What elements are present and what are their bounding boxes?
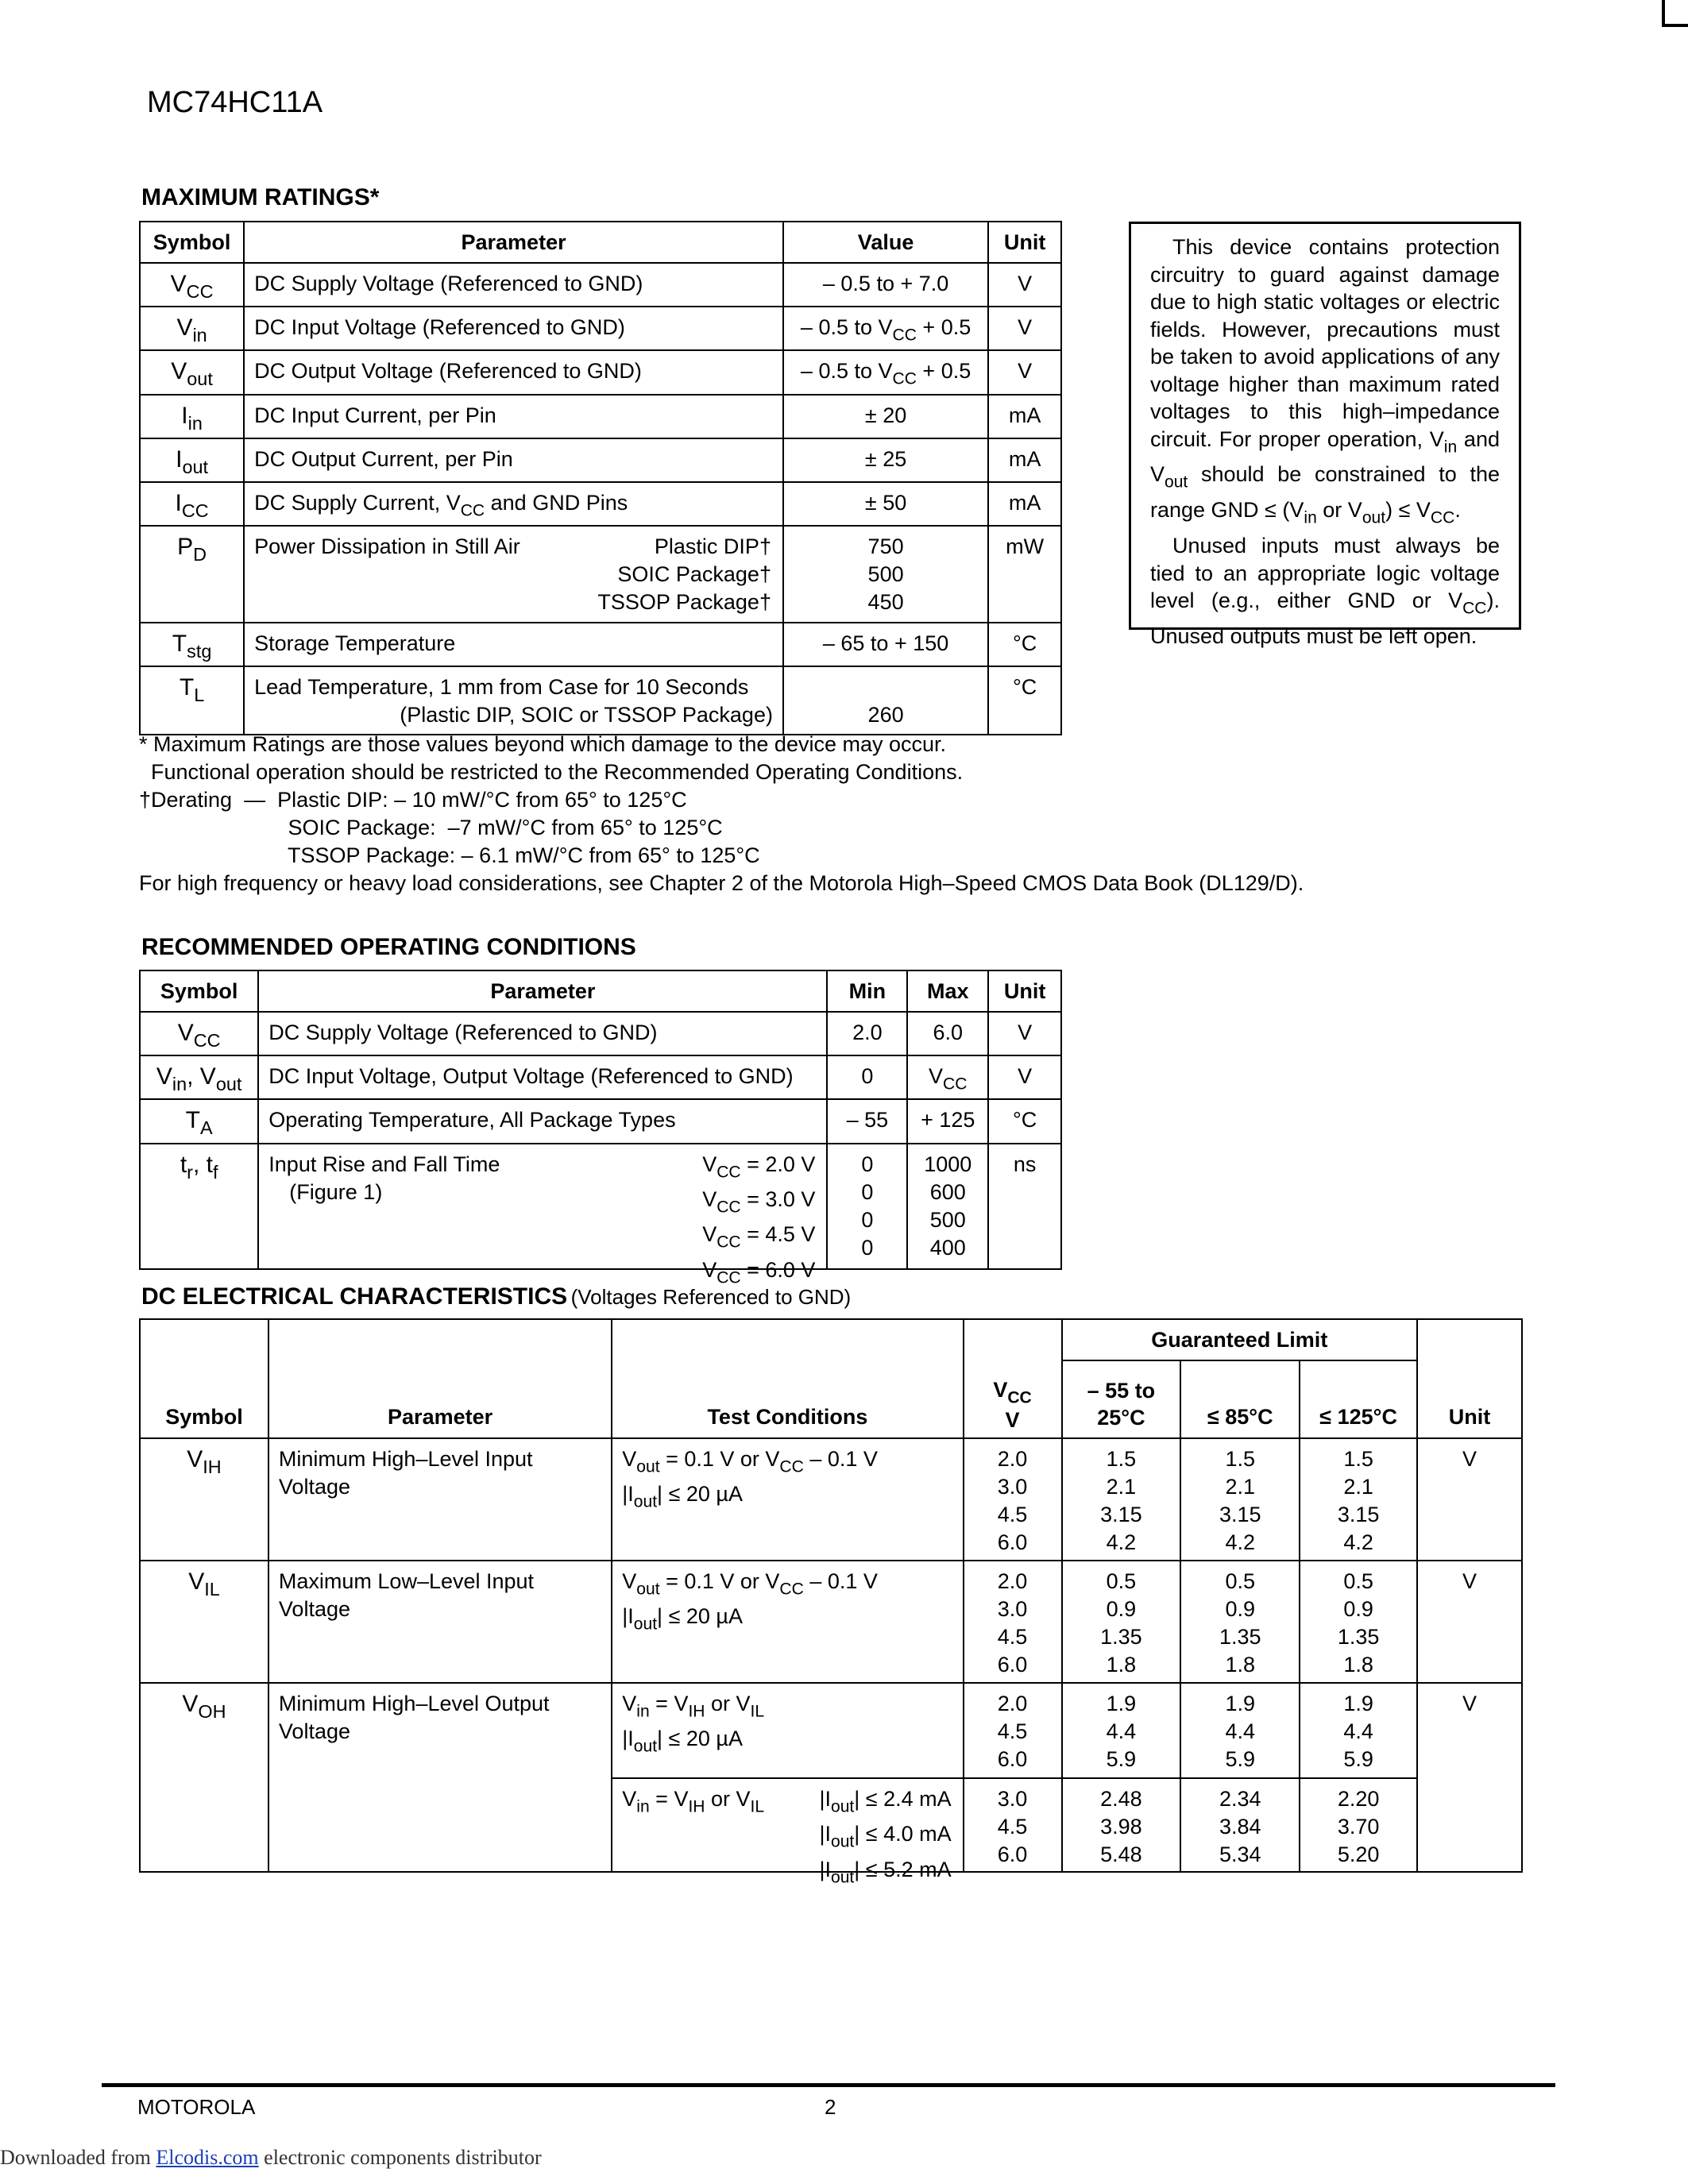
parameter-cell (244, 526, 783, 623)
conditions-cell (612, 1438, 963, 1561)
condition-line: $V_{CC} = 2.0$ V (702, 1152, 816, 1181)
parameter-cell: DC Supply Voltage (Referenced to GND) (258, 1012, 827, 1055)
symbol-cell: $T_L$ (140, 666, 244, 735)
dc-heading: DC ELECTRICAL CHARACTERISTICS (Voltages Referenced to GND) (141, 1283, 852, 1310)
vcc-conditions (702, 1151, 815, 1291)
note-line: TSSOP Package: – 6.1 mW/°C from 65° to 125°C (139, 843, 760, 867)
condition-line: $V_{in} = V_{IH}$ or $V_{IL}$ (622, 1787, 765, 1816)
unit-cell: mW (988, 526, 1061, 623)
symbol-cell: $T_A$ (140, 1099, 258, 1143)
parameter-text: (Figure 1) (289, 1179, 383, 1204)
min-cell: 2.0 (827, 1012, 907, 1055)
column-header: Unit (1417, 1319, 1522, 1438)
max-cell: $V_{CC}$ (907, 1055, 988, 1099)
condition-line: $V_{CC} = 4.5$ V (702, 1222, 816, 1252)
unit-cell: °C (988, 1099, 1061, 1143)
value-cell: – 0.5 to + 7.0 (783, 263, 988, 307)
unit-cell: mA (988, 482, 1061, 526)
condition-line: $V_{out} = 0.1$ V or $V_{CC} - 0.1$ V (622, 1447, 878, 1476)
column-header: Guaranteed Limit (1062, 1319, 1418, 1360)
parameter-cell (258, 1144, 827, 1287)
condition-line: $V_{in} = V_{IH}$ or $V_{IL}$ (622, 1692, 765, 1721)
column-header: ≤ 85°C (1180, 1360, 1300, 1438)
parameter-cell (244, 666, 783, 735)
page-title: MC74HC11A (147, 86, 323, 119)
symbol-cell: $V_{in}$, $V_{out}$ (140, 1055, 258, 1099)
table-row (140, 263, 1061, 307)
elcodis-link[interactable]: Elcodis.com (156, 2146, 259, 2169)
table-row (140, 666, 1061, 735)
symbol-cell: $V_{IH}$ (140, 1438, 268, 1561)
unit-cell: V (988, 1012, 1061, 1055)
table-header-row (140, 970, 1061, 1012)
limit-cell: 1.5 2.1 3.15 4.2 (1062, 1438, 1181, 1561)
limit-cell: 1.5 2.1 3.15 4.2 (1180, 1438, 1300, 1561)
crop-mark (1662, 0, 1665, 25)
table-row (140, 350, 1061, 394)
table-row (140, 438, 1061, 482)
note-line: Functional operation should be restricted to the Recommended Operating Conditions. (139, 760, 964, 784)
max-cell: 1000 600 500 400 (907, 1144, 988, 1269)
page-number: 2 (825, 2095, 836, 2119)
unit-cell: V (1417, 1683, 1522, 1872)
limit-cell: 1.5 2.1 3.15 4.2 (1300, 1438, 1417, 1561)
limit-cell: 2.48 3.98 5.48 (1062, 1778, 1181, 1872)
footer-rule (102, 2083, 1555, 2087)
footer-brand: MOTOROLA (137, 2095, 256, 2119)
value-line: 750 (867, 534, 904, 559)
min-cell: – 55 (827, 1099, 907, 1143)
symbol-cell: $t_r$, $t_f$ (140, 1144, 258, 1269)
symbol-cell: $T_{stg}$ (140, 623, 244, 666)
column-header: $V_{CC}$ V (964, 1319, 1062, 1438)
condition-line: $V_{CC} = 3.0$ V (702, 1187, 816, 1217)
info-paragraph: This device contains protection circuitry to guard against damage due to high static voltages or electric fields. However, precautions must be taken to avoid applications of any voltage higher than maximum rated voltages to this high–impedance circuit. For proper operation, $V_{in}$ and $V_{out}$ should be constrained to the range GND ≤ ($V_{in}$ or $V_{out}) \le V_{CC}$. (1150, 235, 1500, 527)
limit-cell: 2.34 3.84 5.34 (1180, 1778, 1300, 1872)
limit-cell: 0.5 0.9 1.35 1.8 (1062, 1561, 1181, 1683)
value-line: 500 (867, 562, 904, 587)
table-header-row (140, 222, 1061, 263)
symbol-cell: $V_{OH}$ (140, 1683, 268, 1872)
parameter-cell: DC Output Voltage (Referenced to GND) (244, 350, 783, 394)
unit-cell: mA (988, 438, 1061, 482)
column-header: Symbol (140, 970, 258, 1012)
table-row (140, 1144, 1061, 1269)
column-header: Value (783, 222, 988, 263)
unit-cell: mA (988, 395, 1061, 438)
table-row (140, 1055, 1061, 1099)
symbol-cell: $I_{out}$ (140, 438, 244, 482)
unit-cell: °C (988, 623, 1061, 666)
unit-cell: V (988, 350, 1061, 394)
unit-cell: V (988, 1055, 1061, 1099)
table-row (140, 395, 1061, 438)
value-line: 450 (867, 590, 904, 615)
table-row (140, 1438, 1522, 1561)
parameter-cell: DC Supply Voltage (Referenced to GND) (244, 263, 783, 307)
value-cell: ± 25 (783, 438, 988, 482)
limit-cell: 1.9 4.4 5.9 (1180, 1683, 1300, 1778)
column-header: Unit (988, 222, 1061, 263)
unit-cell: V (988, 263, 1061, 307)
iout-conditions (819, 1785, 951, 1891)
parameter-cell: DC Input Voltage, Output Voltage (Referenced to GND) (258, 1055, 827, 1099)
condition-line: $|I_{out}| \le 4.0$ mA (819, 1822, 952, 1851)
max-cell: 6.0 (907, 1012, 988, 1055)
conditions-cell (612, 1683, 963, 1778)
package-label: SOIC Package† (617, 562, 771, 587)
max-ratings-table (139, 221, 1062, 735)
symbol-cell: $V_{in}$ (140, 307, 244, 350)
note-line: * Maximum Ratings are those values beyond which damage to the device may occur. (139, 732, 947, 756)
max-cell: + 125 (907, 1099, 988, 1143)
table-row (140, 1683, 1522, 1778)
value-cell: – 65 to + 150 (783, 623, 988, 666)
parameter-cell: Storage Temperature (244, 623, 783, 666)
protection-info-box (1129, 222, 1521, 648)
table-row (140, 482, 1061, 526)
parameter-cell: DC Input Current, per Pin (244, 395, 783, 438)
limit-cell: 2.20 3.70 5.20 (1300, 1778, 1417, 1872)
symbol-cell: $V_{CC}$ (140, 263, 244, 307)
table-row (140, 1012, 1061, 1055)
vcc-cell: 2.0 3.0 4.5 6.0 (964, 1561, 1062, 1683)
ratings-notes (139, 731, 1304, 897)
parameter-text: Lead Temperature, 1 mm from Case for 10 Seconds (254, 675, 749, 700)
package-label: Plastic DIP† (654, 534, 771, 559)
max-ratings-heading: MAXIMUM RATINGS* (141, 184, 380, 210)
unit-cell: V (988, 307, 1061, 350)
table-row (140, 623, 1061, 666)
column-header: Parameter (258, 970, 827, 1012)
table-row (140, 526, 1061, 623)
column-header: Max (907, 970, 988, 1012)
parameter-text: Input Rise and Fall Time (268, 1152, 500, 1176)
conditions-cell (612, 1561, 963, 1683)
vcc-cell: 2.0 4.5 6.0 (964, 1683, 1062, 1778)
download-notice: Downloaded from Elcodis.com electronic components distributor (0, 2146, 542, 2169)
symbol-cell: $I_{in}$ (140, 395, 244, 438)
value-cell: 260 (783, 666, 988, 735)
table-row (140, 1099, 1061, 1143)
table-row (140, 1561, 1522, 1683)
condition-line: $V_{out} = 0.1$ V or $V_{CC} - 0.1$ V (622, 1569, 878, 1599)
column-header: Parameter (268, 1319, 612, 1438)
note-line: SOIC Package: –7 mW/°C from 65° to 125°C (139, 816, 723, 839)
value-cell: ± 20 (783, 395, 988, 438)
symbol-cell: $V_{IL}$ (140, 1561, 268, 1683)
value-cell (783, 526, 988, 623)
vcc-cell: 2.0 3.0 4.5 6.0 (964, 1438, 1062, 1561)
parameter-cell: Minimum High–Level Output Voltage (268, 1683, 612, 1872)
info-paragraph: Unused inputs must always be tied to an appropriate logic voltage level (e.g., either GND or $V_{CC}$). Unused outputs must be left open. (1150, 534, 1500, 648)
column-header: Parameter (244, 222, 783, 263)
symbol-cell: $P_D$ (140, 526, 244, 623)
condition-line: $|I_{out}| \le 5.2$ mA (819, 1857, 952, 1887)
condition-line: $|I_{out}| \le 2.4$ mA (819, 1787, 952, 1816)
parameter-cell: DC Input Voltage (Referenced to GND) (244, 307, 783, 350)
crop-mark (1662, 24, 1688, 27)
column-header: – 55 to 25°C (1062, 1360, 1181, 1438)
condition-line: $|I_{out}| \le 20$ µA (622, 1727, 743, 1756)
min-cell: 0 0 0 0 (827, 1144, 907, 1269)
condition-line: $|I_{out}| \le 20$ µA (622, 1482, 743, 1511)
conditions-cell (612, 1778, 963, 1887)
min-cell: 0 (827, 1055, 907, 1099)
limit-cell: 0.5 0.9 1.35 1.8 (1300, 1561, 1417, 1683)
column-header: Test Conditions (612, 1319, 963, 1438)
column-header: ≤ 125°C (1300, 1360, 1417, 1438)
unit-cell: ns (988, 1144, 1061, 1269)
limit-cell: 0.5 0.9 1.35 1.8 (1180, 1561, 1300, 1683)
vcc-cell: 3.0 4.5 6.0 (964, 1778, 1062, 1872)
condition-line: $V_{CC} = 6.0$ V (702, 1257, 816, 1287)
column-header: Symbol (140, 222, 244, 263)
dc-table (139, 1318, 1523, 1887)
parameter-text: Power Dissipation in Still Air (254, 534, 520, 559)
limit-cell: 1.9 4.4 5.9 (1300, 1683, 1417, 1778)
symbol-cell: $I_{CC}$ (140, 482, 244, 526)
parameter-cell: Maximum Low–Level Input Voltage (268, 1561, 612, 1683)
condition-line: $|I_{out}| \le 20$ µA (622, 1604, 743, 1634)
package-label: TSSOP Package† (597, 590, 771, 615)
value-cell: – 0.5 to $V_{CC} + 0.5$ (783, 307, 988, 350)
symbol-cell: $V_{CC}$ (140, 1012, 258, 1055)
value-cell: ± 50 (783, 482, 988, 526)
parameter-cell: DC Supply Current, $V_{CC}$ and GND Pins (244, 482, 783, 526)
parameter-cell: Minimum High–Level Input Voltage (268, 1438, 612, 1561)
unit-cell: V (1417, 1438, 1522, 1561)
unit-cell: °C (988, 666, 1061, 735)
table-row (140, 307, 1061, 350)
rec-op-heading: RECOMMENDED OPERATING CONDITIONS (141, 934, 636, 960)
table-header-row (140, 1319, 1522, 1360)
column-header: Unit (988, 970, 1061, 1012)
package-list (597, 533, 771, 616)
symbol-cell: $V_{out}$ (140, 350, 244, 394)
note-line: †Derating — Plastic DIP: – 10 mW/°C from 65° to 125°C (139, 788, 687, 812)
note-line: For high frequency or heavy load considerations, see Chapter 2 of the Motorola High–Speed CMOS Data Book (DL129/D). (139, 871, 1304, 895)
value-cell: – 0.5 to $V_{CC} + 0.5$ (783, 350, 988, 394)
unit-cell: V (1417, 1561, 1522, 1683)
parameter-cell: DC Output Current, per Pin (244, 438, 783, 482)
limit-cell: 1.9 4.4 5.9 (1062, 1683, 1181, 1778)
column-header: Symbol (140, 1319, 268, 1438)
parameter-cell: Operating Temperature, All Package Types (258, 1099, 827, 1143)
column-header: Min (827, 970, 907, 1012)
parameter-text: (Plastic DIP, SOIC or TSSOP Package) (400, 703, 773, 727)
rec-op-table (139, 970, 1062, 1287)
